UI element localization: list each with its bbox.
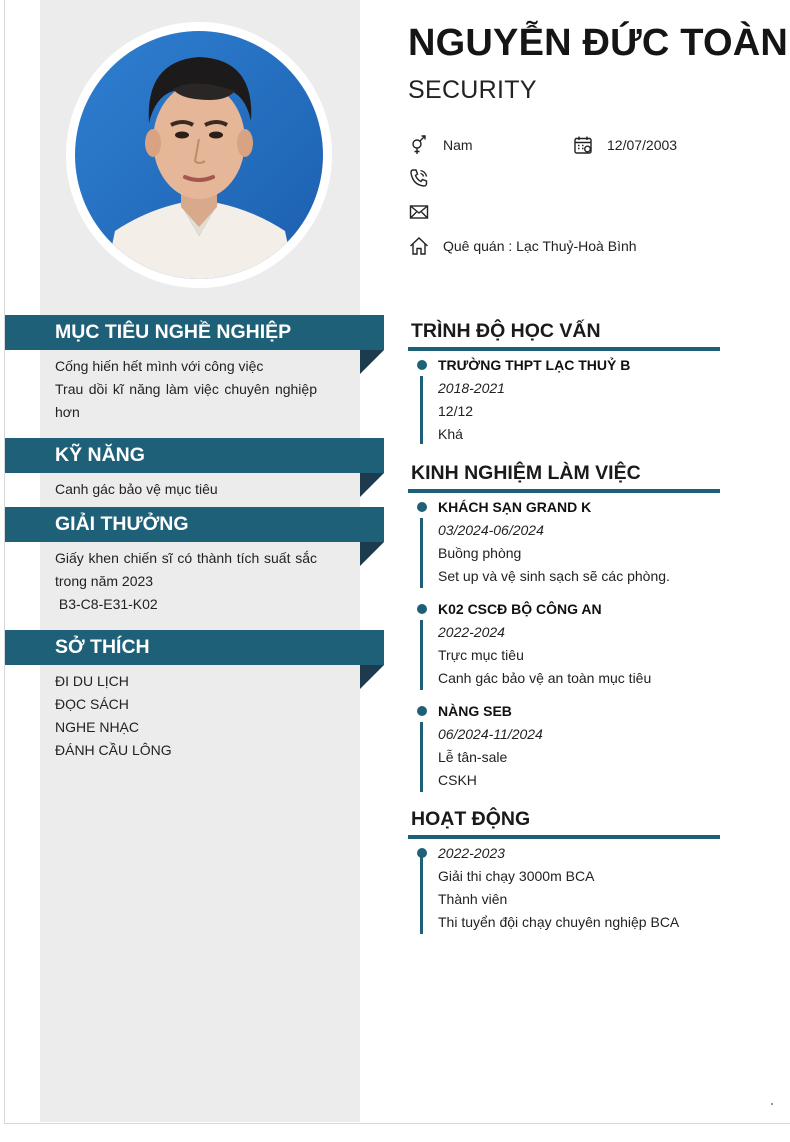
timeline-dot (417, 502, 427, 512)
job-title: SECURITY (408, 76, 537, 104)
school-detail: Khá (438, 426, 463, 442)
hobbies-heading-fold (360, 665, 384, 689)
job-detail: Buồng phòng (438, 545, 522, 561)
timeline-bar (420, 376, 423, 444)
home-icon (408, 235, 430, 257)
objective-line: Trau dồi kĩ năng làm việc chuyên nghiệp hơn (55, 381, 317, 420)
school-name: TRƯỜNG THPT LẠC THUỶ B (438, 357, 631, 373)
hobbies-text (55, 670, 317, 762)
award-line: Giấy khen chiến sĩ có thành tích suất sắc trong năm 2023 (55, 550, 317, 589)
skills-heading-fold (360, 473, 384, 497)
job-period: 2022-2024 (438, 624, 505, 640)
page-mark (771, 1103, 773, 1105)
awards-heading-fold (360, 542, 384, 566)
company-name: K02 CSCĐ BỘ CÔNG AN (438, 601, 602, 617)
avatar (75, 31, 323, 279)
hometown-row (408, 235, 637, 257)
gender-icon (408, 134, 430, 156)
timeline-dot (417, 604, 427, 614)
objective-heading: MỤC TIÊU NGHỀ NGHIỆP (5, 315, 384, 350)
timeline-bar (420, 620, 423, 690)
school-detail: 12/12 (438, 403, 474, 419)
hobby-line: ĐỌC SÁCH (55, 696, 129, 712)
job-detail: Canh gác bảo vệ an toàn mục tiêu (438, 670, 652, 686)
email-row (408, 201, 443, 223)
school-period: 2018-2021 (438, 380, 505, 396)
mail-icon (408, 201, 430, 223)
skill-line: Canh gác bảo vệ mục tiêu (55, 481, 218, 497)
objective-text (55, 355, 317, 424)
award-line: B3-C8-E31-K02 (55, 596, 158, 612)
experience-heading: KINH NGHIỆM LÀM VIỆC (411, 462, 641, 484)
activities-heading: HOẠT ĐỘNG (411, 808, 531, 830)
skills-text (55, 478, 317, 501)
timeline-bar (420, 856, 423, 934)
objective-line: Cống hiến hết mình với công việc (55, 358, 264, 374)
experience-rule (408, 489, 720, 493)
hobby-line: ĐÁNH CẦU LÔNG (55, 742, 172, 758)
timeline-dot (417, 360, 427, 370)
job-detail: Lễ tân-sale (438, 749, 508, 765)
job-detail: Trực mục tiêu (438, 647, 524, 663)
awards-text (55, 547, 317, 616)
job-detail: Set up và vệ sinh sạch sẽ các phòng. (438, 568, 670, 584)
gender-value: Nam (443, 137, 473, 153)
awards-heading: GIẢI THƯỞNG (5, 507, 384, 542)
objective-heading-fold (360, 350, 384, 374)
company-name: NÀNG SEB (438, 703, 512, 719)
education-heading: TRÌNH ĐỘ HỌC VẤN (411, 320, 601, 342)
phone-row (408, 167, 443, 189)
candidate-name: NGUYỄN ĐỨC TOÀN (408, 22, 789, 64)
job-period: 03/2024-06/2024 (438, 522, 544, 538)
hometown-value: Quê quán : Lạc Thuỷ-Hoà Bình (443, 238, 637, 254)
skills-heading: KỸ NĂNG (5, 438, 384, 473)
hobby-line: NGHE NHẠC (55, 719, 140, 735)
phone-icon (408, 167, 430, 189)
calendar-icon (572, 134, 594, 156)
birthdate-value: 12/07/2003 (607, 137, 678, 153)
education-rule (408, 347, 720, 351)
gender-row (408, 134, 473, 156)
birthdate-row (572, 134, 677, 156)
activity-period: 2022-2023 (438, 845, 505, 861)
job-period: 06/2024-11/2024 (438, 726, 543, 742)
hobbies-heading: SỞ THÍCH (5, 630, 384, 665)
activity-detail: Thành viên (438, 891, 508, 907)
job-detail: CSKH (438, 772, 477, 788)
timeline-dot (417, 706, 427, 716)
activity-detail: Thi tuyển đội chạy chuyên nghiệp BCA (438, 914, 680, 930)
hobby-line: ĐI DU LỊCH (55, 673, 129, 689)
timeline-bar (420, 722, 423, 792)
company-name: KHÁCH SẠN GRAND K (438, 499, 592, 515)
timeline-bar (420, 518, 423, 588)
activities-rule (408, 835, 720, 839)
activity-detail: Giải thi chạy 3000m BCA (438, 868, 595, 884)
